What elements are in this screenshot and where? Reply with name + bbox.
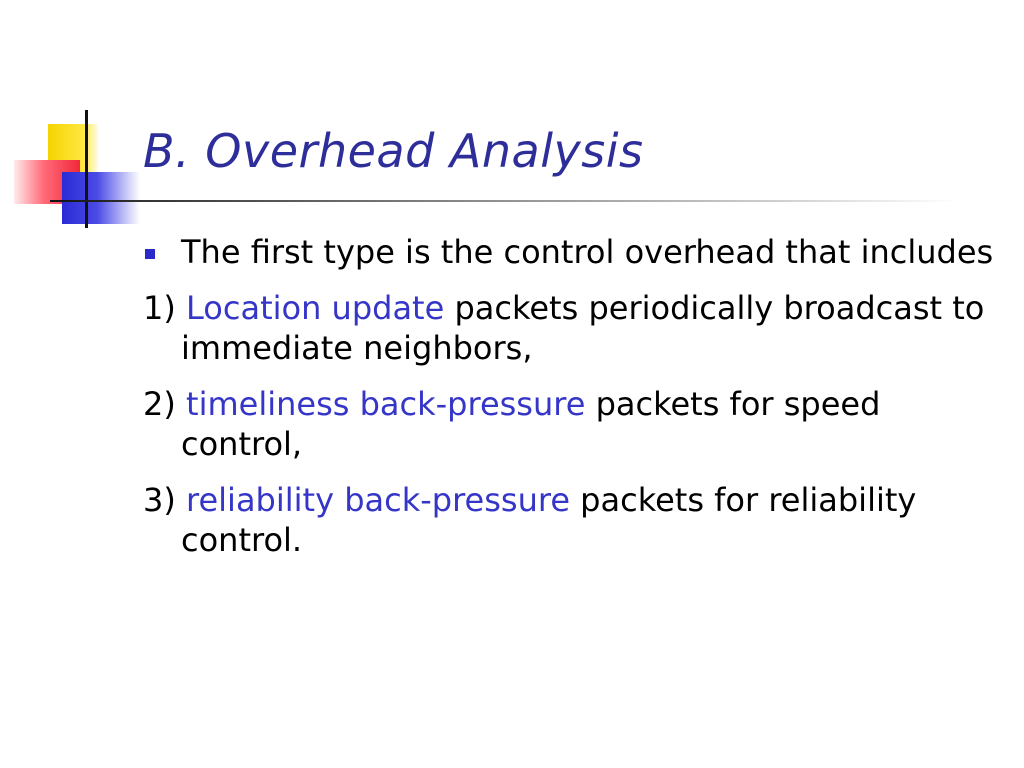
bullet-text: The first type is the control overhead that includes — [181, 233, 994, 271]
numbered-item-2 — [143, 384, 1003, 464]
item-number: 1) — [143, 289, 176, 327]
square-bullet-icon — [145, 249, 155, 259]
numbered-item-3 — [143, 480, 1003, 560]
item-highlight: Location update — [186, 289, 445, 327]
item-text: packets for speed control, — [181, 385, 881, 463]
item-text: packets periodically broadcast to immediate neighbors, — [181, 289, 985, 367]
numbered-item-1 — [143, 288, 1003, 368]
slide-body — [143, 232, 1003, 576]
vertical-rule — [85, 110, 88, 228]
blue-square — [62, 172, 140, 224]
item-number: 2) — [143, 385, 176, 423]
bullet-item — [143, 232, 1003, 272]
item-highlight: reliability back-pressure — [186, 481, 570, 519]
item-highlight: timeliness back-pressure — [186, 385, 586, 423]
corner-squares-decoration — [0, 0, 160, 240]
item-number: 3) — [143, 481, 176, 519]
item-text: packets for reliability control. — [181, 481, 917, 559]
slide-title: B. Overhead Analysis — [143, 124, 644, 178]
title-underline-rule — [50, 200, 960, 202]
